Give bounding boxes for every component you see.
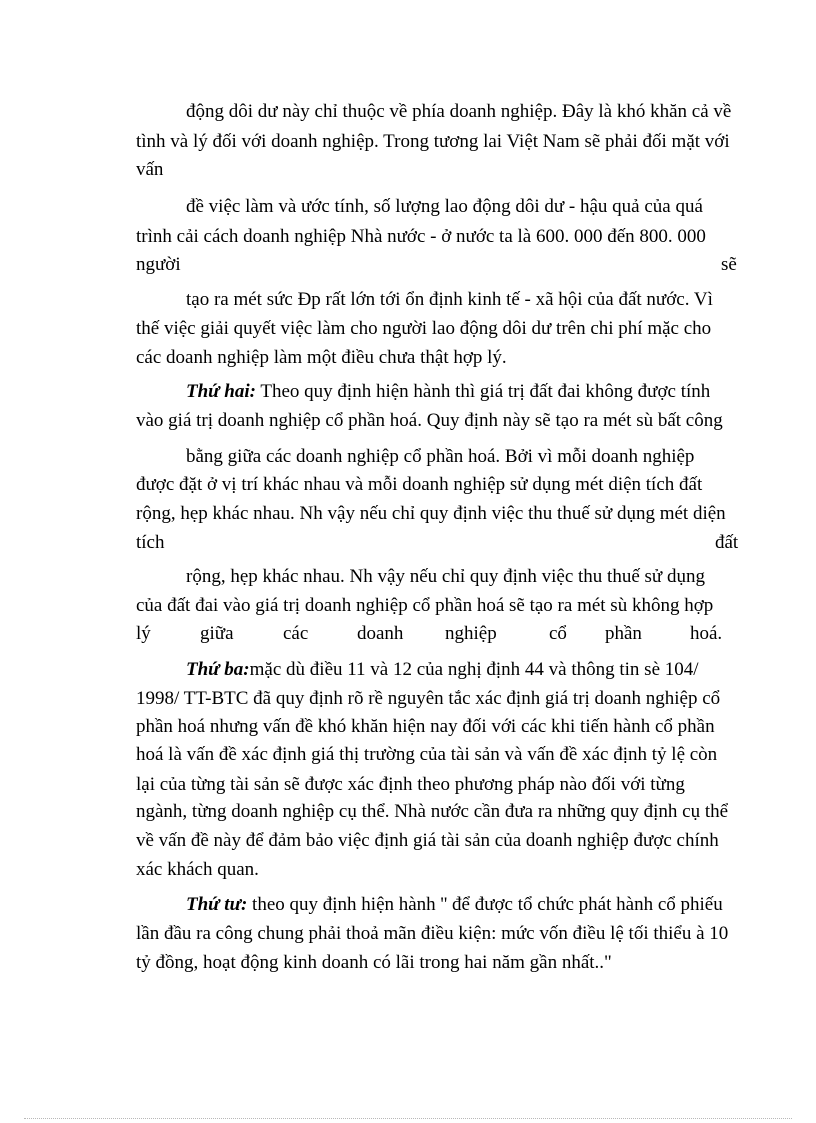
paragraph-2-line-1: đề việc làm và ước tính, số lượng lao động dôi dư - hậu quả của quá	[186, 196, 703, 217]
paragraph-6-line-2: của đất đai vào giá trị doanh nghiệp cổ phần hoá sẽ tạo ra mét sù không hợp	[136, 595, 714, 616]
paragraph-2-line-3-start: người	[136, 254, 181, 275]
spread-word: lý	[136, 623, 151, 644]
paragraph-5-line-1: bằng giữa các doanh nghiệp cổ phần hoá. Bởi vì mỗi doanh nghiệp	[186, 446, 695, 467]
paragraph-1-line-1: động dôi dư này chỉ thuộc về phía doanh nghiệp. Đây là khó khăn cả về	[186, 101, 732, 122]
heading-thu-tu: Thứ tư:	[186, 894, 248, 915]
heading-thu-ba: Thứ ba:	[186, 659, 250, 680]
paragraph-7-line-4: hoá là vấn đề xác định giá thị trường của tài sản và vấn đề xác định tỷ lệ còn	[136, 744, 718, 765]
spread-word: phần	[605, 623, 642, 644]
paragraph-7-line-8: xác khách quan.	[136, 859, 259, 880]
paragraph-7-line-7: về vấn đề này để đảm bảo việc định giá tài sản của doanh nghiệp được chính	[136, 830, 719, 851]
paragraph-7-line-1	[186, 658, 699, 682]
paragraph-5-line-3: rộng, hẹp khác nhau. Nh vậy nếu chỉ quy định việc thu thuế sử dụng mét diện	[136, 503, 726, 524]
paragraph-7-line-2: 1998/ TT-BTC đã quy định rõ rề nguyên tắc xác định giá trị doanh nghiệp cổ	[136, 688, 721, 709]
paragraph-8-line-2: lần đầu ra công chung phải thoả mãn điều kiện: mức vốn điều lệ tối thiểu à 10	[136, 923, 729, 944]
paragraph-4-line-1-text: Theo quy định hiện hành thì giá trị đất đai không được tính	[255, 381, 711, 402]
paragraph-4-line-1	[186, 380, 710, 404]
paragraph-2-line-3-end: sẽ	[721, 254, 737, 275]
paragraph-7-line-3: phần hoá nhưng vấn đề khó khăn hiện nay đối với các khi tiến hành cổ phần	[136, 716, 715, 737]
paragraph-5-line-4-end: đất	[715, 532, 739, 553]
paragraph-2-line-2: trình cải cách doanh nghiệp Nhà nước - ở nước ta là 600. 000 đến 800. 000	[136, 226, 706, 247]
paragraph-5-line-2: được đặt ở vị trí khác nhau và mỗi doanh nghiệp sử dụng mét diện tích đất	[136, 474, 703, 495]
paragraph-4-line-2: vào giá trị doanh nghiệp cổ phần hoá. Quy định này sẽ tạo ra mét sù bất công	[136, 410, 723, 431]
paragraph-7-line-6: ngành, từng doanh nghiệp cụ thể. Nhà nước cần đưa ra những quy định cụ thể	[136, 801, 729, 822]
spread-word: các	[283, 623, 309, 644]
paragraph-7-line-5: lại của từng tài sản sẽ được xác định theo phương pháp nào đối với từng	[136, 774, 685, 795]
paragraph-3-line-2: thế việc giải quyết việc làm cho người lao động dôi dư trên chi phí mặc cho	[136, 318, 712, 339]
paragraph-6-line-1: rộng, hẹp khác nhau. Nh vậy nếu chỉ quy định việc thu thuế sử dụng	[186, 566, 705, 587]
paragraph-1-line-3: vấn	[136, 159, 164, 180]
paragraph-1-line-2: tình và lý đối với doanh nghiệp. Trong tương lai Việt Nam sẽ phải đối mặt với	[136, 131, 730, 152]
paragraph-7-line-1-text: mặc dù điều 11 và 12 của nghị định 44 và thông tin sè 104/	[249, 659, 699, 680]
paragraph-8-line-1	[186, 893, 723, 917]
spread-word: giữa	[200, 623, 234, 644]
paragraph-5-line-4-start: tích	[136, 532, 165, 553]
spread-word: doanh	[357, 623, 404, 644]
paragraph-8-line-3: tỷ đồng, hoạt động kinh doanh có lãi trong hai năm gần nhất.."	[136, 952, 612, 973]
spread-word: hoá.	[690, 623, 723, 644]
paragraph-3-line-1: tạo ra mét sức Ðp rất lớn tới ổn định kinh tế - xã hội của đất nước. Vì	[186, 289, 713, 310]
page-bottom-divider	[24, 1118, 792, 1119]
paragraph-8-line-1-text: theo quy định hiện hành '' để được tổ chức phát hành cổ phiếu	[247, 894, 723, 915]
heading-thu-hai: Thứ hai:	[186, 381, 256, 402]
paragraph-3-line-3: các doanh nghiệp làm một điều chưa thật hợp lý.	[136, 347, 507, 368]
spread-word: cổ	[549, 623, 567, 644]
spread-word: nghiệp	[445, 623, 497, 644]
